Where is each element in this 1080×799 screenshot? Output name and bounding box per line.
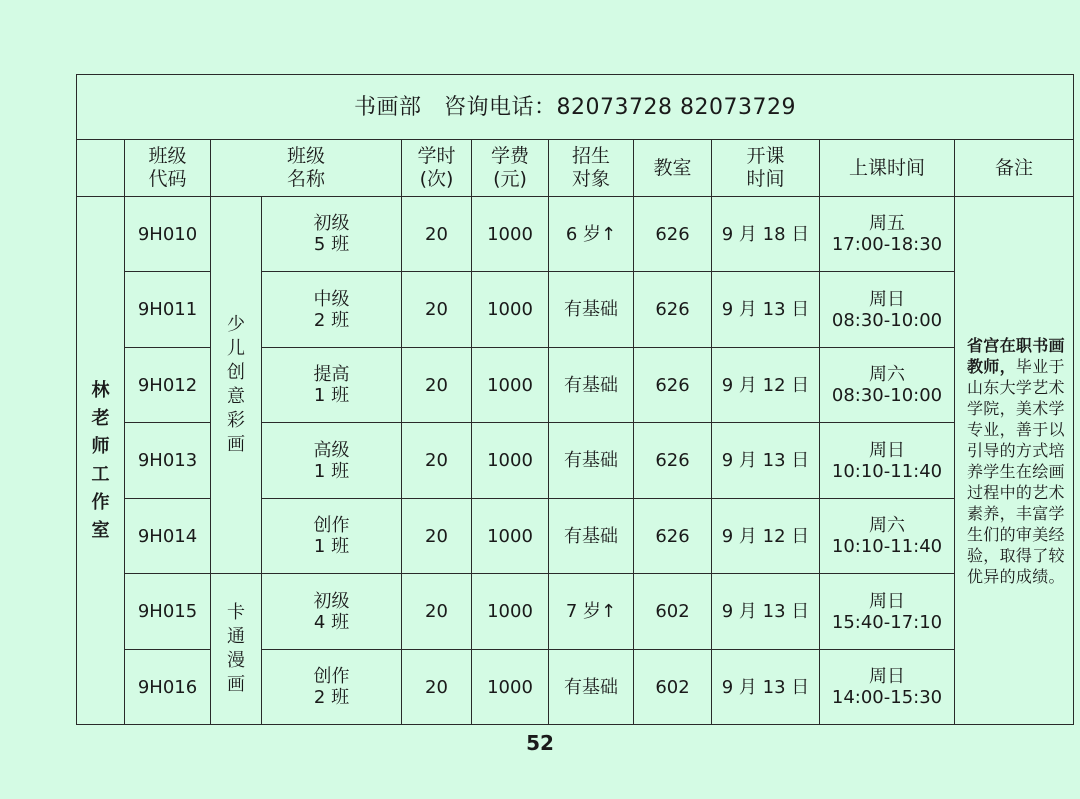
class-hours: 20 (402, 574, 472, 650)
notes-text: 毕业于山东大学艺术学院，美术学专业，善于以引导的方式培养学生在绘画过程中的艺术素养，丰富学生们的审美经验，取得了较优异的成绩。 (967, 356, 1065, 586)
class-hours: 20 (402, 272, 472, 348)
class-hours: 20 (402, 423, 472, 499)
class-start-date: 9 月 13 日 (712, 272, 820, 348)
header-class-name: 班级 名称 (211, 140, 402, 197)
group-cartoon: 卡通漫画 (211, 574, 262, 725)
header-target: 招生 对象 (549, 140, 634, 197)
class-start-date: 9 月 18 日 (712, 197, 820, 272)
class-start-date: 9 月 13 日 (712, 650, 820, 725)
class-hours: 20 (402, 197, 472, 272)
class-room: 626 (634, 423, 712, 499)
class-room: 626 (634, 499, 712, 574)
header-class-code: 班级 代码 (125, 140, 211, 197)
class-time: 周日 15:40-17:10 (820, 574, 955, 650)
class-target: 有基础 (549, 423, 634, 499)
class-room: 602 (634, 650, 712, 725)
header-class-time: 上课时间 (820, 140, 955, 197)
class-time: 周六 08:30-10:00 (820, 348, 955, 423)
class-code: 9H015 (125, 574, 211, 650)
course-schedule-table (76, 74, 1074, 725)
table-title: 书画部 咨询电话：82073728 82073729 (77, 75, 1074, 140)
class-hours: 20 (402, 650, 472, 725)
class-fee: 1000 (472, 423, 549, 499)
class-start-date: 9 月 13 日 (712, 574, 820, 650)
class-target: 有基础 (549, 499, 634, 574)
class-target: 6 岁↑ (549, 197, 634, 272)
class-time: 周六 10:10-11:40 (820, 499, 955, 574)
class-name: 高级 1 班 (262, 423, 402, 499)
class-target: 有基础 (549, 272, 634, 348)
class-code: 9H014 (125, 499, 211, 574)
class-target: 有基础 (549, 650, 634, 725)
class-time: 周五 17:00-18:30 (820, 197, 955, 272)
class-start-date: 9 月 12 日 (712, 499, 820, 574)
class-start-date: 9 月 13 日 (712, 423, 820, 499)
class-fee: 1000 (472, 348, 549, 423)
class-code: 9H010 (125, 197, 211, 272)
class-room: 626 (634, 197, 712, 272)
class-name: 初级 4 班 (262, 574, 402, 650)
studio-cell: 林老师工作室 (77, 197, 125, 725)
group-creative-painting: 少儿创意彩画 (211, 197, 262, 574)
class-room: 626 (634, 348, 712, 423)
header-blank (77, 140, 125, 197)
header-hours: 学时 (次) (402, 140, 472, 197)
class-hours: 20 (402, 499, 472, 574)
class-name: 初级 5 班 (262, 197, 402, 272)
class-fee: 1000 (472, 650, 549, 725)
notes-cell (955, 197, 1074, 725)
header-notes: 备注 (955, 140, 1074, 197)
class-code: 9H011 (125, 272, 211, 348)
class-name: 提高 1 班 (262, 348, 402, 423)
class-code: 9H016 (125, 650, 211, 725)
class-time: 周日 10:10-11:40 (820, 423, 955, 499)
header-row (77, 140, 1074, 197)
header-room: 教室 (634, 140, 712, 197)
class-room: 602 (634, 574, 712, 650)
class-target: 有基础 (549, 348, 634, 423)
class-start-date: 9 月 12 日 (712, 348, 820, 423)
class-code: 9H012 (125, 348, 211, 423)
class-name: 创作 1 班 (262, 499, 402, 574)
header-start-date: 开课 时间 (712, 140, 820, 197)
class-time: 周日 08:30-10:00 (820, 272, 955, 348)
page-number: 52 (526, 731, 554, 755)
class-time: 周日 14:00-15:30 (820, 650, 955, 725)
class-fee: 1000 (472, 574, 549, 650)
class-fee: 1000 (472, 197, 549, 272)
class-fee: 1000 (472, 272, 549, 348)
header-fee: 学费 (元) (472, 140, 549, 197)
class-name: 创作 2 班 (262, 650, 402, 725)
class-target: 7 岁↑ (549, 574, 634, 650)
class-fee: 1000 (472, 499, 549, 574)
class-code: 9H013 (125, 423, 211, 499)
notes-bold: 省宫在职书画教师， (967, 335, 1065, 376)
class-room: 626 (634, 272, 712, 348)
table-row (77, 574, 1074, 650)
class-name: 中级 2 班 (262, 272, 402, 348)
table-row (77, 197, 1074, 272)
class-hours: 20 (402, 348, 472, 423)
